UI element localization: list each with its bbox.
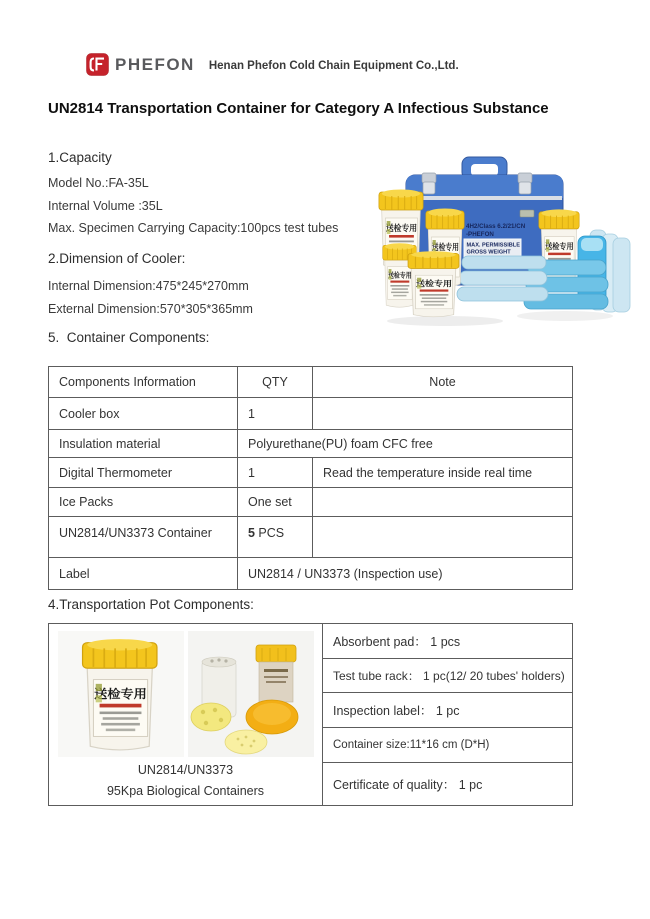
- table-row: [49, 517, 573, 558]
- pot-row-test-tube-rack: Test tube rack： 1 pc(12/ 20 tubes' holders): [323, 659, 573, 693]
- pot-components-heading: 4.Transportation Pot Components:: [48, 597, 254, 612]
- product-photo-pots: [56, 631, 316, 757]
- table-row: [49, 558, 573, 590]
- cell-qty: 5 PCS: [238, 517, 313, 558]
- cell-qty-note-merged: UN2814 / UN3373 (Inspection use): [238, 558, 573, 590]
- svg-text:MAX. PERMISSIBLE: MAX. PERMISSIBLE: [466, 242, 520, 249]
- capacity-heading: 1.Capacity: [48, 150, 112, 165]
- thermometer-display: [520, 210, 534, 217]
- box-un-code: 4H2/Class 6.2/21/CN: [466, 223, 526, 230]
- cell-component: UN2814/UN3373 Container: [49, 517, 238, 558]
- cell-qty: 1: [238, 398, 313, 430]
- latch-icon: [422, 173, 436, 194]
- dimension-internal: Internal Dimension:475*245*270mm: [48, 279, 249, 293]
- col-header-qty: QTY: [238, 367, 313, 398]
- pot-photo-cell: [49, 624, 323, 806]
- dimension-external: External Dimension:570*305*365mm: [48, 302, 253, 316]
- table-row: [49, 458, 573, 488]
- pot-row-absorbent-pad: Absorbent pad： 1 pcs: [323, 624, 573, 659]
- company-name: Henan Phefon Cold Chain Equipment Co.,Ltd.: [208, 59, 459, 72]
- capacity-max: Max. Specimen Carrying Capacity:100pcs test tubes: [48, 221, 339, 235]
- cell-note: [313, 398, 573, 430]
- cell-component: Cooler box: [49, 398, 238, 430]
- pot-row-certificate: Certificate of quality： 1 pc: [323, 763, 573, 806]
- pot-row-inspection-label: Inspection label： 1 pc: [323, 693, 573, 728]
- header-logo-row: [86, 53, 459, 76]
- pot-caption-line2: 95Kpa Biological Containers: [106, 784, 265, 798]
- cell-component: Digital Thermometer: [49, 458, 238, 488]
- cell-qty: One set: [238, 488, 313, 517]
- col-header-components: Components Information: [49, 367, 238, 398]
- table-row: [49, 398, 573, 430]
- cell-note: [313, 517, 573, 558]
- phefon-logo-icon: [86, 53, 109, 76]
- capacity-volume: Internal Volume :35L: [48, 199, 163, 213]
- cell-qty: 1: [238, 458, 313, 488]
- pot-components-table: [48, 623, 573, 806]
- cell-note: Read the temperature inside real time: [313, 458, 573, 488]
- col-header-note: Note: [313, 367, 573, 398]
- ice-packs: [457, 256, 548, 301]
- cell-component: Ice Packs: [49, 488, 238, 517]
- table-row: [49, 488, 573, 517]
- svg-text:GROSS WEIGHT: GROSS WEIGHT: [466, 249, 511, 256]
- dimension-heading: 2.Dimension of Cooler:: [48, 251, 186, 266]
- table-header-row: [49, 367, 573, 398]
- latch-icon: [518, 173, 532, 194]
- table-row: [49, 624, 573, 659]
- components-table: [48, 366, 573, 590]
- capacity-model: Model No.:FA-35L: [48, 176, 149, 190]
- cell-component: Label: [49, 558, 238, 590]
- logo-wordmark: PHEFON: [115, 54, 195, 74]
- product-photo-cooler-set: 送检专用 4H2/Class 6.2/21/CN -PHEFON MAX. PERMISSIBLE GROSS WEIGHT: [350, 140, 650, 355]
- container-components-heading: 5. Container Components:: [48, 330, 210, 345]
- page-title: UN2814 Transportation Container for Category A Infectious Substance: [48, 100, 549, 117]
- pot-row-container-size: Container size:11*16 cm (D*H): [323, 728, 573, 763]
- table-row: [49, 430, 573, 458]
- pot-caption-line1: UN2814/UN3373: [137, 763, 234, 777]
- cell-note: [313, 488, 573, 517]
- cell-qty-note-merged: Polyurethane(PU) foam CFC free: [238, 430, 573, 458]
- cell-component: Insulation material: [49, 430, 238, 458]
- box-brand: -PHEFON: [466, 231, 494, 238]
